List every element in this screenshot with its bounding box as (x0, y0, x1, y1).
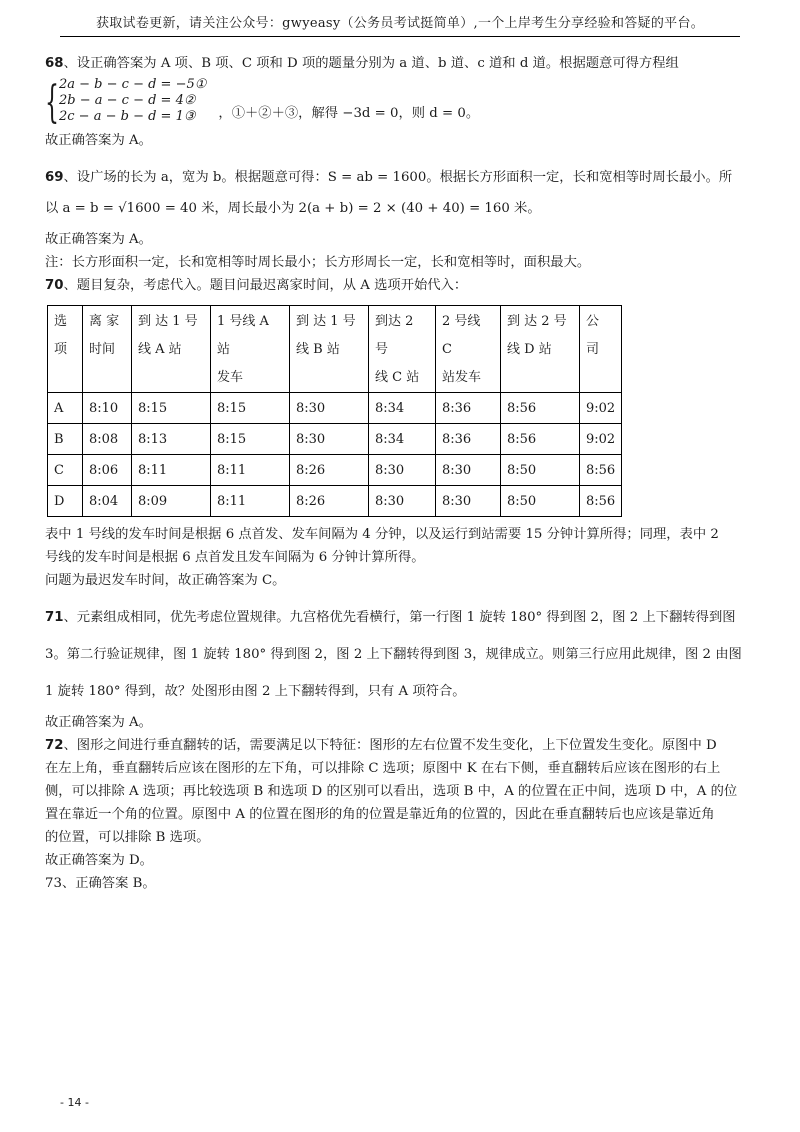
q73-answer: 73、正确答案 B。 (45, 876, 156, 891)
table-cell: B (48, 424, 83, 455)
table-cell: 9:02 (580, 424, 622, 455)
table-cell: 9:02 (580, 393, 622, 424)
q69-answer: 故正确答案为 A。 (45, 232, 152, 247)
table-cell: 8:30 (369, 486, 436, 517)
q71-answer: 故正确答案为 A。 (45, 715, 152, 730)
q68-number: 68 (45, 56, 64, 71)
header-cell: 到 达 2 号 线 D 站 (501, 306, 580, 393)
table-cell: 8:30 (436, 486, 501, 517)
q69-question (45, 166, 755, 189)
q72-answer: 故正确答案为 D。 (45, 853, 153, 868)
q68-solution: ，①＋②＋③，解得 −3d = 0，则 d = 0。 (218, 106, 480, 121)
q72-number: 72 (45, 738, 64, 753)
q70-after2: 号线的发车时间是根据 6 点首发且发车间隔为 6 分钟计算所得。 (45, 550, 425, 565)
q69-number: 69 (45, 170, 64, 185)
table-cell: 8:34 (369, 393, 436, 424)
table-cell: 8:56 (501, 393, 580, 424)
table-cell: 8:30 (369, 455, 436, 486)
table-cell: 8:26 (290, 486, 369, 517)
table-row (48, 393, 622, 424)
table-cell: 8:36 (436, 424, 501, 455)
table-cell: 8:10 (83, 393, 132, 424)
q72-line2: 在左上角，垂直翻转后应该在图形的左下角，可以排除 C 选项；原图中 K 在右下侧，垂直翻转后应该在图形的右上 (45, 761, 721, 776)
q68-text: 、设正确答案为 A 项、B 项、C 项和 D 项的题量分别为 a 道、b 道、c 道和 d 道。根据题意可得方程组 (63, 56, 679, 71)
table-cell: C (48, 455, 83, 486)
q69-text2: 以 a = b = √1600 = 40 米，周长最小为 2(a + b) = 2 × (40 + 40) = 160 米。 (45, 201, 541, 216)
header-cell: 到 达 1 号 线 A 站 (132, 306, 211, 393)
q70-question (45, 274, 755, 297)
table-cell: 8:36 (436, 393, 501, 424)
table-cell: 8:11 (132, 455, 211, 486)
header-cell: 公 司 (580, 306, 622, 393)
q72-line4: 置在靠近一个角的位置。原图中 A 的位置在图形的角的位置是靠近角的位置的，因此在垂直翻转后也应该是靠近角 (45, 807, 715, 822)
table-cell: 8:11 (211, 486, 290, 517)
header-cell: 到达 2 号 线 C 站 (369, 306, 436, 393)
q69-note: 注：长方形面积一定，长和宽相等时周长最小；长方形周长一定，长和宽相等时，面积最大。 (45, 255, 591, 270)
table-cell: A (48, 393, 83, 424)
table-cell: 8:13 (132, 424, 211, 455)
table-row (48, 424, 622, 455)
table-row (48, 486, 622, 517)
q70-number: 70 (45, 278, 64, 293)
table-cell: 8:15 (211, 424, 290, 455)
header-cell: 2 号线 C 站发车 (436, 306, 501, 393)
table-cell: 8:30 (290, 424, 369, 455)
q70-answer: 问题为最迟发车时间，故正确答案为 C。 (45, 573, 286, 588)
header-cell: 到 达 1 号 线 B 站 (290, 306, 369, 393)
q68-eq2: 2b − a − c − d = 4② (59, 93, 196, 108)
table-cell: 8:15 (132, 393, 211, 424)
table-cell: 8:08 (83, 424, 132, 455)
table-cell: D (48, 486, 83, 517)
q68-question (45, 52, 755, 75)
brace-symbol: { (45, 77, 59, 128)
q68-answer: 故正确答案为 A。 (45, 133, 152, 148)
q68-equation-system (45, 77, 755, 128)
table-cell: 8:30 (436, 455, 501, 486)
q68-eq1: 2a − b − c − d = −5① (59, 77, 207, 92)
page-number: - 14 - (60, 1096, 89, 1109)
table-cell: 8:11 (211, 455, 290, 486)
header-cell: 离 家 时间 (83, 306, 132, 393)
q68-equations (59, 77, 206, 125)
q68-eq3: 2c − a − b − d = 1③ (59, 109, 196, 124)
header-cell: 1 号线 A 站 发车 (211, 306, 290, 393)
table-row (48, 455, 622, 486)
q71-line1: 71、元素组成相同，优先考虑位置规律。九宫格优先看横行，第一行图 1 旋转 180° 得到图 2，图 2 上下翻转得到图 (45, 610, 736, 625)
table-cell: 8:15 (211, 393, 290, 424)
table-cell: 8:56 (580, 455, 622, 486)
q72-line1: 72、图形之间进行垂直翻转的话，需要满足以下特征：图形的左右位置不发生变化，上下位置发生变化。原图中 D (45, 738, 717, 753)
q71-line2: 3。第二行验证规律，图 1 旋转 180° 得到图 2，图 2 上下翻转得到图 3，规律成立。则第三行应用此规律，图 2 由图 (45, 647, 742, 662)
q72-line5: 的位置，可以排除 B 选项。 (45, 830, 210, 845)
table-cell: 8:56 (501, 424, 580, 455)
page-header: 获取试卷更新，请关注公众号：gwyeasy（公务员考试挺简单）,一个上岸考生分享经验和答疑的平台。 (60, 12, 740, 37)
q72-line3: 侧，可以排除 A 选项；再比较选项 B 和选项 D 的区别可以看出，选项 B 中，A 的位置在正中间，选项 D 中，A 的位 (45, 784, 738, 799)
table-cell: 8:09 (132, 486, 211, 517)
table-cell: 8:50 (501, 486, 580, 517)
document-body (45, 52, 755, 895)
table-cell: 8:56 (580, 486, 622, 517)
q70-after1: 表中 1 号线的发车时间是根据 6 点首发、发车间隔为 4 分钟，以及运行到站需要 15 分钟计算所得；同理，表中 2 (45, 527, 719, 542)
q70-schedule-table (47, 305, 622, 517)
table-cell: 8:04 (83, 486, 132, 517)
table-cell: 8:30 (290, 393, 369, 424)
table-header-row (48, 306, 622, 393)
q71-number: 71 (45, 610, 64, 625)
table-cell: 8:06 (83, 455, 132, 486)
table-cell: 8:50 (501, 455, 580, 486)
q70-text: 、题目复杂，考虑代入。题目问最迟离家时间，从 A 选项开始代入： (63, 278, 468, 293)
q69-text1: 、设广场的长为 a，宽为 b。根据题意可得：S = ab = 1600。根据长方形面积一定，长和宽相等时周长最小。所 (63, 170, 733, 185)
table-cell: 8:34 (369, 424, 436, 455)
q71-line3: 1 旋转 180° 得到，故？处图形由图 2 上下翻转得到，只有 A 项符合。 (45, 684, 466, 699)
table-cell: 8:26 (290, 455, 369, 486)
header-cell: 选 项 (48, 306, 83, 393)
